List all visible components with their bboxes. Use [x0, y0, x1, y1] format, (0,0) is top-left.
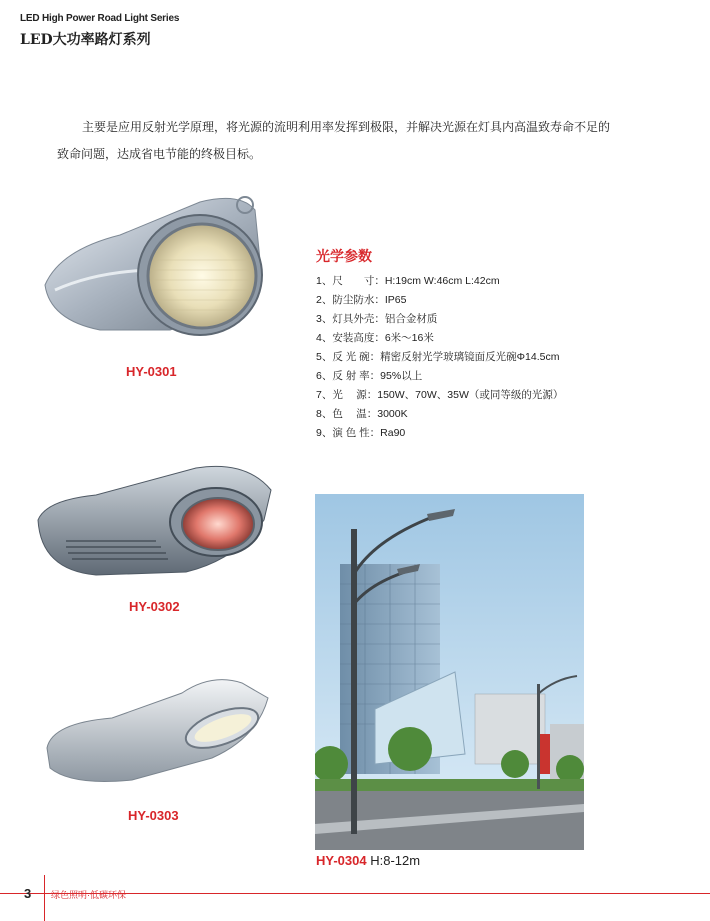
intro-line-2: 致命问题，达成省电节能的终极目标。	[57, 147, 262, 161]
param-item: 1、尺 寸：H:19cm W:46cm L:42cm	[316, 275, 500, 287]
intro-line-1: 主要是应用反射光学原理，将光源的流明利用率发挥到极限，并解决光源在灯具内高温致寿命不足的	[82, 120, 611, 134]
params-list	[316, 272, 563, 443]
param-item: 9、演 色 性：Ra90	[316, 427, 406, 439]
intro-paragraph	[57, 114, 647, 168]
param-item: 6、反 射 率：95%以上	[316, 370, 423, 382]
param-item: 2、防尘防水：IP65	[316, 294, 407, 306]
photo-caption	[316, 853, 420, 868]
product-model-label: HY-0301	[126, 364, 177, 379]
photo-height-label: H:8-12m	[370, 853, 421, 868]
product-model-label: HY-0303	[128, 808, 179, 823]
page-number: 3	[24, 886, 32, 901]
footer-divider	[44, 875, 45, 921]
footer-slogan: 绿色照明·低碳环保	[51, 890, 126, 900]
product-model-label: HY-0302	[129, 599, 180, 614]
photo-model-label: HY-0304	[316, 853, 367, 868]
params-title: 光学参数	[316, 248, 372, 264]
series-title-cn: LED大功率路灯系列	[20, 32, 151, 48]
series-title-en: LED High Power Road Light Series	[20, 13, 180, 24]
installation-photo	[315, 494, 584, 850]
param-item: 7、光 源：150W、70W、35W（或同等级的光源）	[316, 389, 564, 401]
product-image-hy-0301	[40, 190, 280, 350]
param-item: 4、安装高度：6米～16米	[316, 332, 434, 344]
param-item: 8、色 温：3000K	[316, 408, 408, 420]
param-item: 5、反 光 碗：精密反射光学玻璃镜面反光碗Φ14.5cm	[316, 351, 560, 363]
product-image-hy-0303	[42, 668, 274, 788]
product-image-hy-0302	[36, 460, 280, 580]
param-item: 3、灯具外壳：铝合金材质	[316, 313, 438, 325]
